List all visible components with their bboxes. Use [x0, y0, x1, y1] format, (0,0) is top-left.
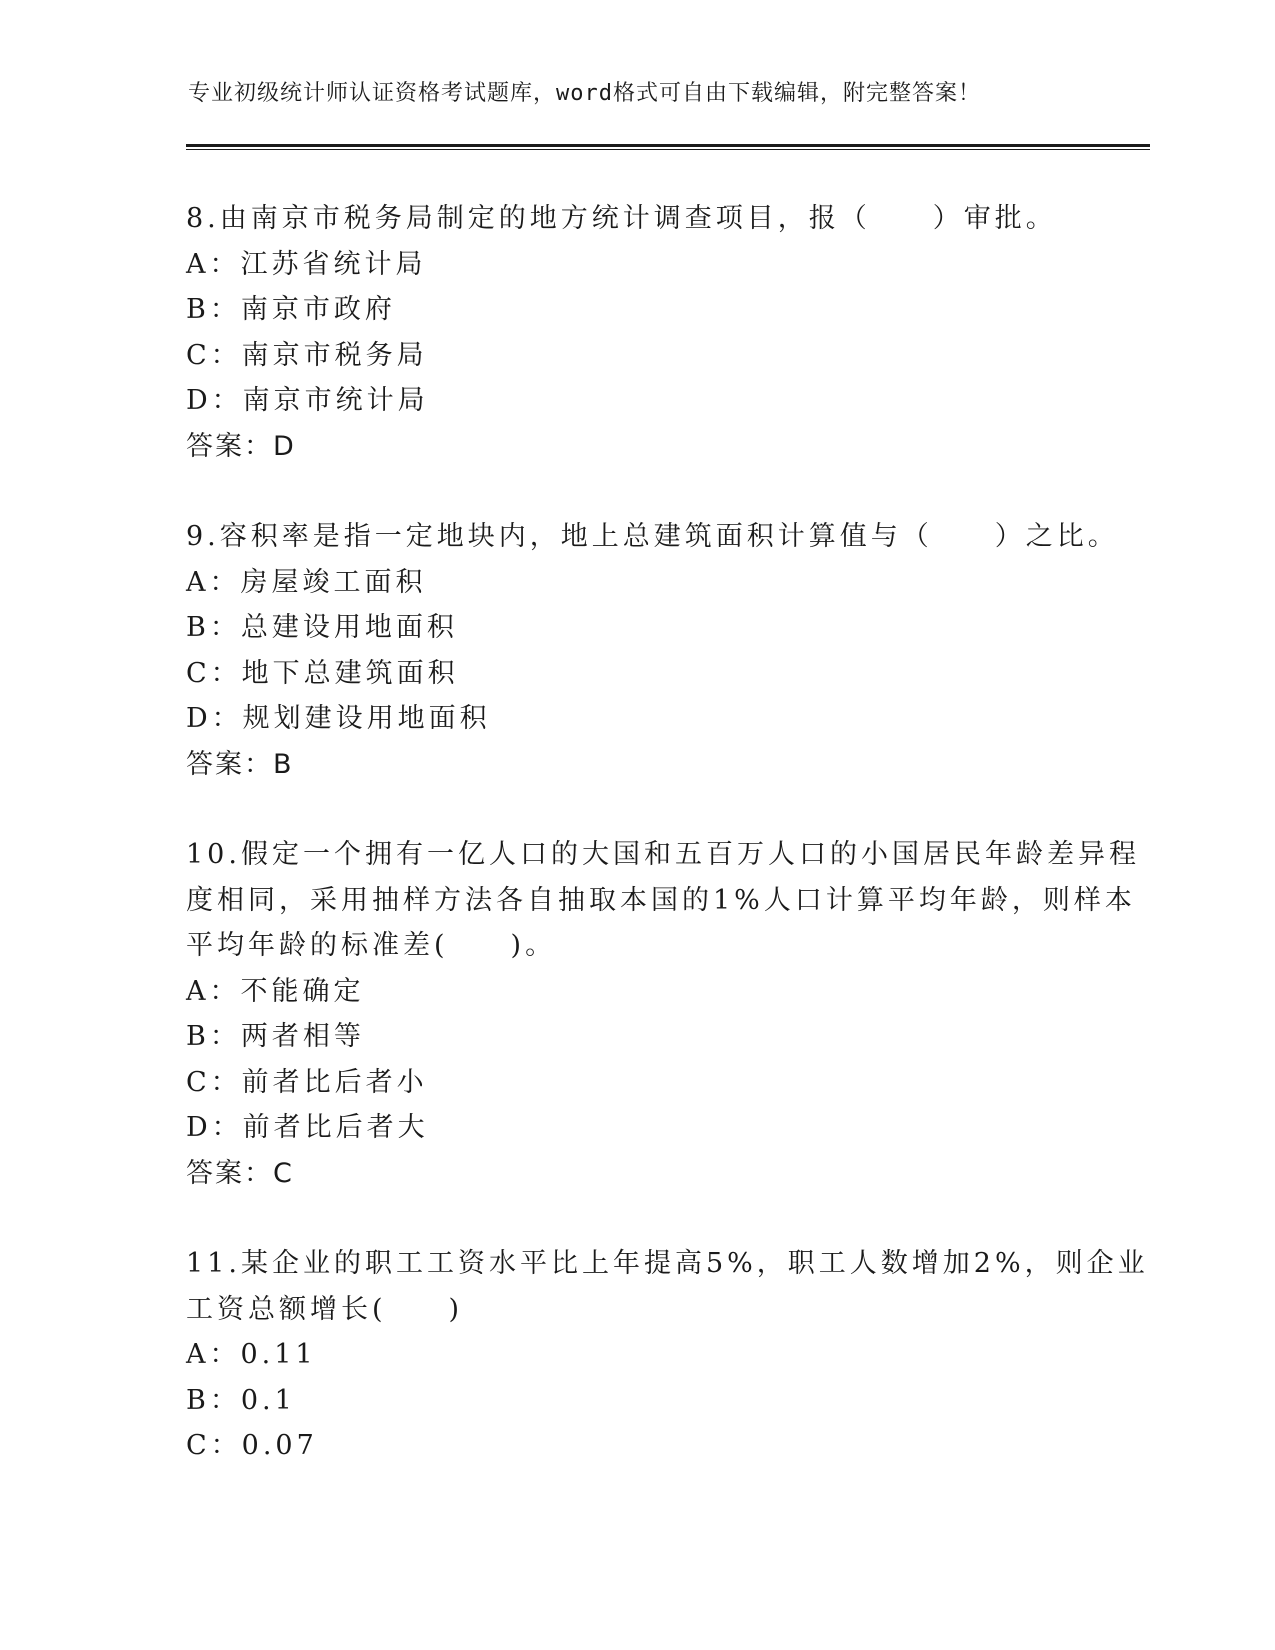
option-d: D：规划建设用地面积 [186, 703, 491, 734]
question-stem-line-1: 11.某企业的职工工资水平比上年提高5%，职工人数增加2%，则企业 [186, 1248, 1149, 1279]
option-c: C：前者比后者小 [186, 1066, 428, 1098]
question-stem-line-2: 度相同，采用抽样方法各自抽取本国的1%人口计算平均年龄，则样本 [186, 884, 1136, 916]
option-b: B：总建设用地面积 [186, 612, 458, 643]
answer-line: 答案：D [186, 430, 296, 462]
option-c: C：南京市税务局 [186, 339, 428, 371]
question-stem-line-3: 平均年龄的标准差( )。 [186, 930, 557, 961]
question-stem-line-1: 10.假定一个拥有一亿人口的大国和五百万人口的小国居民年龄差异程 [186, 839, 1140, 870]
question-stem: 9.容积率是指一定地块内，地上总建筑面积计算值与（ ）之比。 [186, 521, 1119, 552]
answer-line: 答案：C [186, 1157, 294, 1189]
header-rule-thin [186, 149, 1150, 150]
option-c: C：0.07 [186, 1430, 318, 1461]
question-stem-line-2: 工资总额增长( ) [186, 1293, 464, 1325]
page-header: 专业初级统计师认证资格考试题库，word格式可自由下载编辑，附完整答案！ [188, 81, 981, 106]
question-stem: 8.由南京市税务局制定的地方统计调查项目，报（ ）审批。 [186, 203, 1057, 234]
option-b: B：0.1 [186, 1384, 296, 1416]
question-8 [186, 196, 1086, 469]
question-11 [186, 1241, 1149, 1469]
option-a: A：0.11 [186, 1339, 317, 1370]
question-10 [186, 832, 1140, 1196]
option-b: B：两者相等 [186, 1021, 365, 1052]
option-c: C：地下总建筑面积 [186, 657, 459, 689]
header-rule [186, 144, 1150, 147]
option-a: A：房屋竣工面积 [186, 566, 427, 598]
question-9 [186, 514, 1119, 787]
option-d: D：南京市统计局 [186, 385, 429, 416]
answer-line: 答案：B [186, 748, 294, 780]
question-list [186, 196, 1149, 1514]
option-d: D：前者比后者大 [186, 1112, 429, 1143]
option-a: A：江苏省统计局 [186, 248, 427, 280]
option-a: A：不能确定 [186, 975, 365, 1007]
option-b: B：南京市政府 [186, 294, 396, 325]
